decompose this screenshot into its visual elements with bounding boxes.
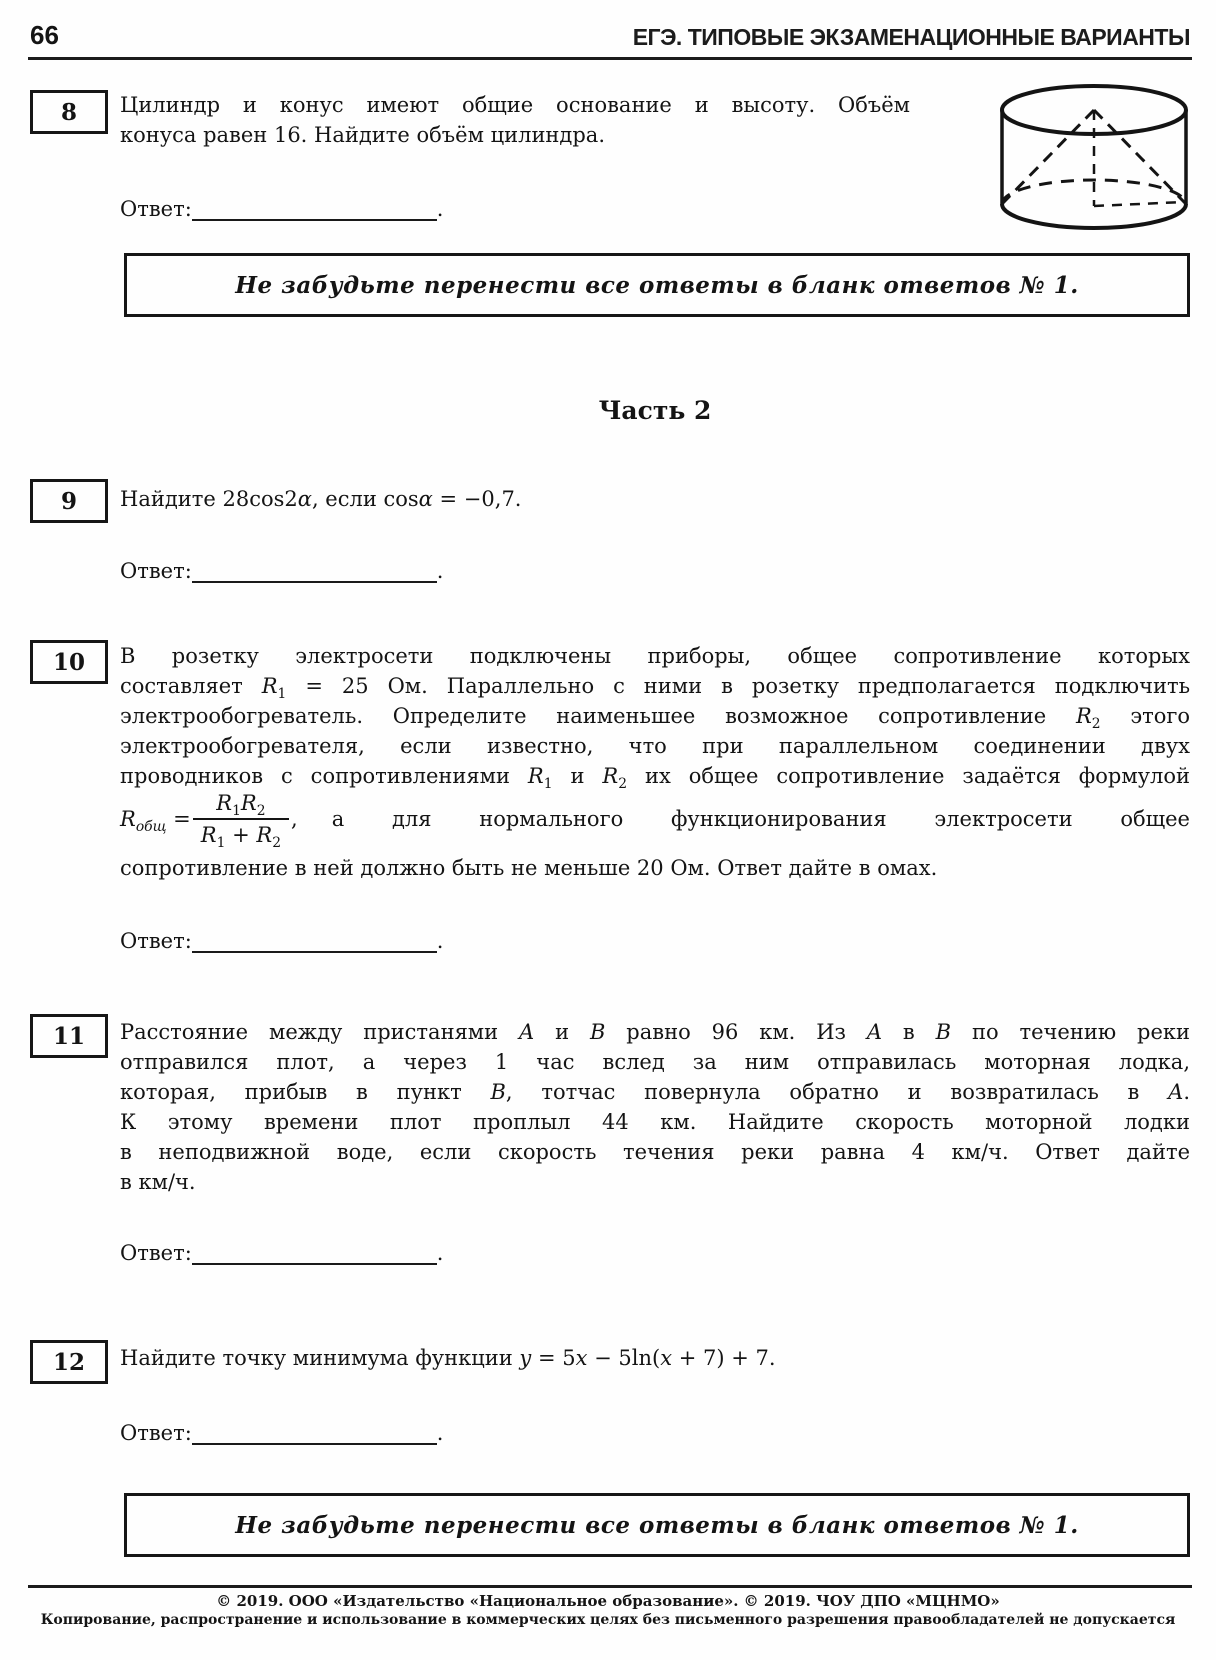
answer-row-12 bbox=[120, 1418, 443, 1448]
problem-12-number: 12 bbox=[52, 1348, 85, 1376]
problem-10-number: 10 bbox=[52, 648, 85, 676]
text-line: Цилиндр и конус имеют общие основание и высоту. Объём bbox=[120, 93, 910, 117]
problem-12-number-box bbox=[30, 1340, 108, 1384]
text-line: Расстояние между пристанями A и B равно 96 км. Из A в B по течению реки bbox=[120, 1020, 1190, 1044]
resistance-formula-line bbox=[120, 788, 1190, 850]
answer-period: . bbox=[436, 559, 444, 583]
text-line: в км/ч. bbox=[120, 1170, 196, 1194]
header-title: ЕГЭ. ТИПОВЫЕ ЭКЗАМЕНАЦИОННЫЕ ВАРИАНТЫ bbox=[632, 24, 1190, 50]
footer-copyright: © 2019. ООО «Издательство «Национальное образование». © 2019. ЧОУ ДПО «МЦНМО» bbox=[216, 1592, 1000, 1610]
problem-10-text bbox=[120, 641, 1190, 791]
reminder-text: Не забудьте перенести все ответы в бланк ответов № 1. bbox=[235, 1511, 1079, 1539]
answer-period: . bbox=[436, 1241, 444, 1265]
page-number: 66 bbox=[30, 20, 59, 50]
reminder-text: Не забудьте перенести все ответы в бланк ответов № 1. bbox=[235, 271, 1079, 299]
text-line: К этому времени плот проплыл 44 км. Найдите скорость моторной лодки bbox=[120, 1110, 1190, 1134]
fraction-numerator: $R_1R_2$ bbox=[193, 791, 289, 820]
answer-blank[interactable] bbox=[192, 1243, 437, 1265]
text-line: составляет $R_1 = 25$ Ом. Параллельно с ними в розетку предполагается подключить bbox=[120, 674, 1190, 703]
text-line: электрообогревателя, если известно, что при параллельном соединении двух bbox=[120, 734, 1190, 758]
problem-10-number-box bbox=[30, 640, 108, 684]
problem-11-text bbox=[120, 1017, 1190, 1197]
answer-row-9 bbox=[120, 556, 443, 586]
footer-notice: Копирование, распространение и использование в коммерческих целях без письменного разрешения правообладателей не допускается bbox=[40, 1612, 1176, 1628]
part-heading: Часть 2 bbox=[598, 396, 712, 425]
text-line: проводников с сопротивлениями $R_1$ и $R_2$ их общее сопротивление задаётся формулой bbox=[120, 764, 1190, 793]
text-line: сопротивление в ней должно быть не меньше 20 Ом. Ответ дайте в омах. bbox=[120, 856, 938, 880]
answer-label: Ответ: bbox=[120, 559, 192, 583]
answer-period: . bbox=[436, 1421, 444, 1445]
reminder-box bbox=[124, 1493, 1190, 1557]
answer-label: Ответ: bbox=[120, 1421, 192, 1445]
formula-fraction bbox=[193, 791, 289, 852]
text-line: электрообогреватель. Определите наименьшее возможное сопротивление $R_2$ этого bbox=[120, 704, 1190, 733]
answer-label: Ответ: bbox=[120, 197, 192, 221]
answer-row-8 bbox=[120, 194, 443, 224]
answer-blank[interactable] bbox=[192, 931, 437, 953]
text-line: отправился плот, а через 1 час вслед за ним отправилась моторная лодка, bbox=[120, 1050, 1190, 1074]
cylinder-cone-figure bbox=[996, 82, 1192, 234]
answer-label: Ответ: bbox=[120, 1241, 192, 1265]
formula-lhs: $R_{общ}$ = bbox=[120, 807, 191, 836]
answer-period: . bbox=[436, 929, 444, 953]
answer-label: Ответ: bbox=[120, 929, 192, 953]
problem-9-number-box bbox=[30, 479, 108, 523]
problem-9-number: 9 bbox=[60, 487, 77, 515]
problem-8-text bbox=[120, 90, 910, 150]
answer-row-10 bbox=[120, 926, 443, 956]
problem-9-text bbox=[120, 484, 1190, 514]
answer-row-11 bbox=[120, 1238, 443, 1268]
header-rule bbox=[28, 57, 1192, 60]
reminder-box bbox=[124, 253, 1190, 317]
problem-11-number-box bbox=[30, 1014, 108, 1058]
answer-blank[interactable] bbox=[192, 1423, 437, 1445]
problem-11-number: 11 bbox=[52, 1022, 85, 1050]
text-line: В розетку электросети подключены приборы, общее сопротивление которых bbox=[120, 644, 1190, 668]
fraction-denominator: $R_1 + R_2$ bbox=[200, 823, 282, 852]
problem-8-number-box bbox=[30, 90, 108, 134]
text-line: в неподвижной воде, если скорость течения реки равна 4 км/ч. Ответ дайте bbox=[120, 1140, 1190, 1164]
text-line: а для нормального функционирования электросети общее bbox=[331, 807, 1190, 831]
problem-8-number: 8 bbox=[60, 98, 77, 126]
text-line: конуса равен 16. Найдите объём цилиндра. bbox=[120, 123, 605, 147]
formula-comma: , bbox=[291, 807, 298, 831]
answer-blank[interactable] bbox=[192, 199, 437, 221]
problem-12-text bbox=[120, 1343, 1190, 1373]
text-line: Найдите 28cos2α, если cosα = −0,7. bbox=[120, 487, 522, 511]
answer-period: . bbox=[436, 197, 444, 221]
answer-blank[interactable] bbox=[192, 561, 437, 583]
footer-rule bbox=[28, 1585, 1192, 1588]
problem-10-text-end bbox=[120, 853, 1190, 883]
text-line: которая, прибыв в пункт B, тотчас повернула обратно и возвратилась в A. bbox=[120, 1080, 1190, 1104]
text-line: Найдите точку минимума функции y = 5x − 5ln(x + 7) + 7. bbox=[120, 1346, 776, 1370]
